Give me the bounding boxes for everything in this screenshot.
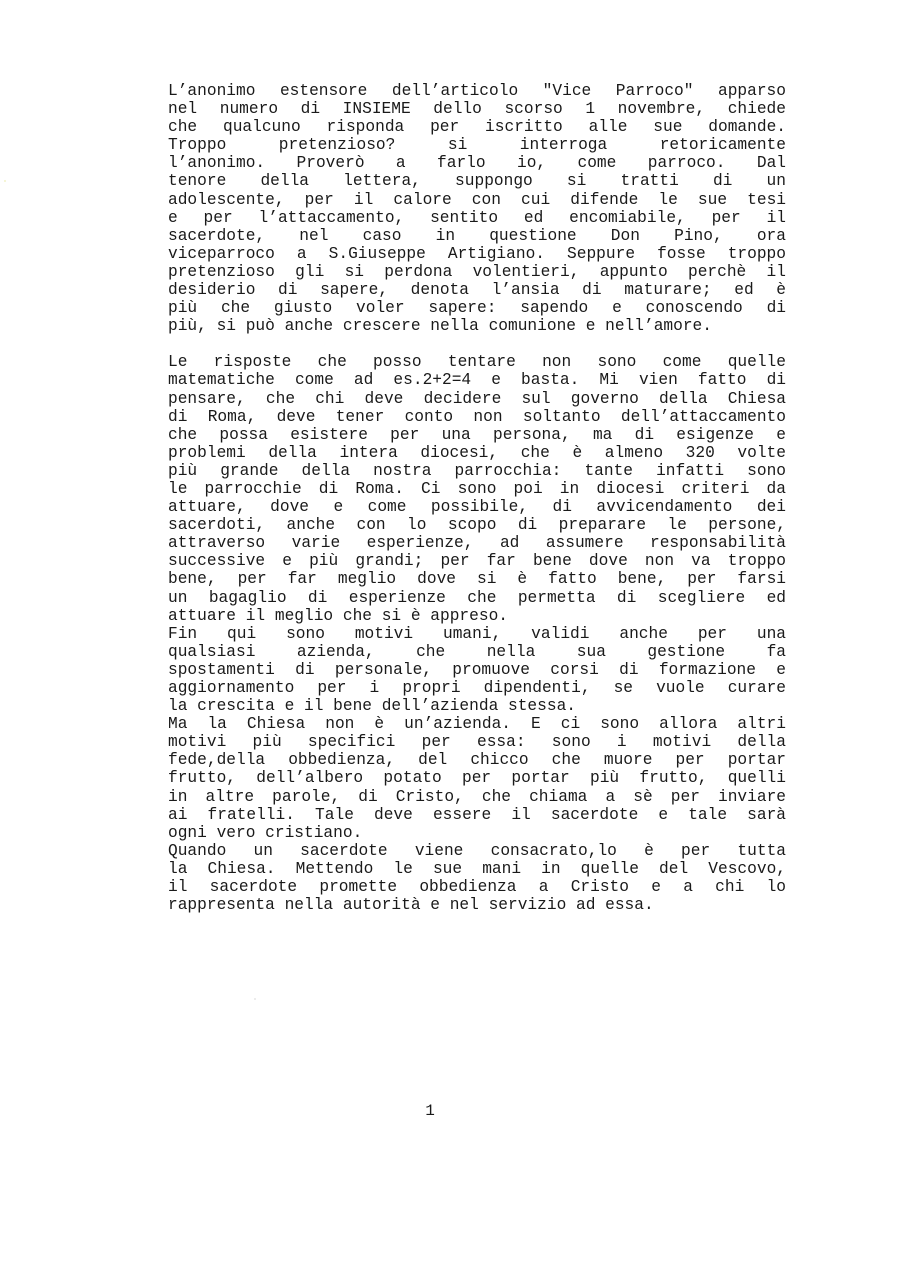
text-line: ai fratelli. Tale deve essere il sacerdote e tale sarà: [168, 805, 786, 824]
text-line: spostamenti di personale, promuove corsi di formazione e: [168, 660, 786, 679]
text-line: qualsiasi azienda, che nella sua gestione fa: [168, 642, 786, 661]
text-line: e per l’attaccamento, sentito ed encomiabile, per il: [168, 208, 786, 227]
text-line: matematiche come ad es.2+2=4 e basta. Mi vien fatto di: [168, 371, 786, 390]
text-line: desiderio di sapere, denota l’ansia di maturare; ed è: [168, 281, 786, 300]
text-line: Troppo pretenzioso? si interroga retoricamente: [168, 136, 786, 155]
text-line: nel numero di INSIEME dello scorso 1 novembre, chiede: [168, 100, 786, 119]
text-line: Le risposte che posso tentare non sono come quelle: [168, 353, 786, 372]
paragraph: [168, 625, 786, 715]
letter-body: [168, 82, 786, 914]
scan-speck: [4, 180, 6, 182]
scan-speck: [254, 998, 256, 1000]
text-line: più grande della nostra parrocchia: tante infatti sono: [168, 461, 786, 480]
text-line: che possa esistere per una persona, ma di esigenze e: [168, 425, 786, 444]
text-line: Ma la Chiesa non è un’azienda. E ci sono allora altri: [168, 715, 786, 734]
text-line: frutto, dell’albero potato per portar più frutto, quelli: [168, 769, 786, 788]
text-line: la Chiesa. Mettendo le sue mani in quelle del Vescovo,: [168, 859, 786, 878]
text-line: Fin qui sono motivi umani, validi anche per una: [168, 624, 786, 643]
page-number: 1: [425, 1102, 435, 1120]
text-line: Quando un sacerdote viene consacrato,lo è per tutta: [168, 841, 786, 860]
text-line: l’anonimo. Proverò a farlo io, come parroco. Dal: [168, 154, 786, 173]
text-line: aggiornamento per i propri dipendenti, se vuole curare: [168, 679, 786, 697]
text-line: successive e più grandi; per far bene dove non va troppo: [168, 552, 786, 571]
paragraph: [168, 82, 786, 335]
text-line: attraverso varie esperienze, ad assumere responsabilità: [168, 534, 786, 553]
text-line: problemi della intera diocesi, che è almeno 320 volte: [168, 443, 786, 462]
paragraph: [168, 715, 786, 842]
text-line: in altre parole, di Cristo, che chiama a sè per inviare: [168, 787, 786, 806]
text-line: più, si può anche crescere nella comunione e nell’amore.: [168, 317, 712, 336]
text-line: sacerdoti, anche con lo scopo di preparare le persone,: [168, 516, 786, 535]
paragraph: [168, 353, 786, 624]
text-line: motivi più specifici per essa: sono i motivi della: [168, 733, 786, 752]
text-line: fede,della obbedienza, del chicco che muore per portar: [168, 751, 786, 770]
text-line: ogni vero cristiano.: [168, 823, 363, 842]
text-line: L’anonimo estensore dell’articolo "Vice Parroco" apparso: [168, 82, 786, 100]
text-line: rappresenta nella autorità e nel servizio ad essa.: [168, 896, 654, 915]
text-line: adolescente, per il calore con cui difende le sue tesi: [168, 190, 786, 209]
text-line: la crescita e il bene dell’azienda stessa.: [168, 697, 576, 716]
text-line: il sacerdote promette obbedienza a Cristo e a chi lo: [168, 878, 786, 897]
paragraph-gap: [168, 335, 786, 353]
text-line: di Roma, deve tener conto non soltanto dell’attaccamento: [168, 407, 786, 426]
text-line: pretenzioso gli si perdona volentieri, appunto perchè il: [168, 262, 786, 281]
text-line: pensare, che chi deve decidere sul governo della Chiesa: [168, 389, 786, 408]
text-line: che qualcuno risponda per iscritto alle sue domande.: [168, 118, 786, 137]
text-line: bene, per far meglio dove si è fatto bene, per farsi: [168, 570, 786, 589]
text-line: tenore della lettera, suppongo si tratti di un: [168, 172, 786, 191]
text-line: attuare, dove e come possibile, di avvicendamento dei: [168, 498, 786, 517]
paragraph: [168, 842, 786, 914]
text-line: attuare il meglio che si è appreso.: [168, 606, 508, 625]
text-line: le parrocchie di Roma. Ci sono poi in diocesi criteri da: [168, 479, 786, 498]
text-line: un bagaglio di esperienze che permetta di scegliere ed: [168, 588, 786, 607]
text-line: più che giusto voler sapere: sapendo e conoscendo di: [168, 299, 786, 318]
text-line: sacerdote, nel caso in questione Don Pino, ora: [168, 226, 786, 245]
text-line: viceparroco a S.Giuseppe Artigiano. Seppure fosse troppo: [168, 244, 786, 263]
